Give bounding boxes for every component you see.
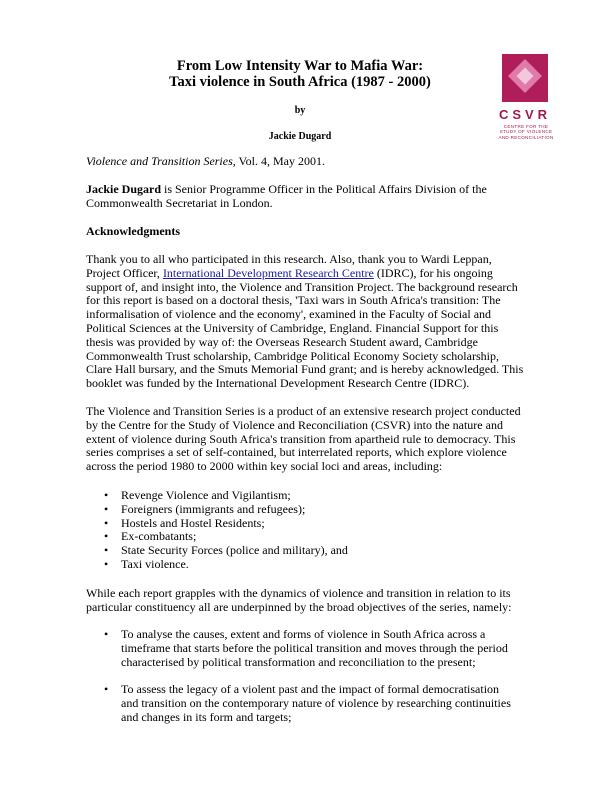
list-item-text: To analyse the causes, extent and forms of violence in South Africa across a timeframe that starts before the political transition and moves through the period characterised by political transformation and reconciliation to the present; [121, 627, 508, 669]
logo-subtitle-line-2: STUDY OF VIOLENCE [499, 129, 553, 135]
bullet-icon: • [104, 515, 109, 530]
list-item-text: Revenge Violence and Vigilantism; [121, 488, 291, 502]
bullet-icon: • [104, 501, 109, 516]
list-item [104, 558, 524, 572]
logo-subtitle-line-3: AND RECONCILIATION [498, 134, 554, 140]
logo-subtitle-line-1: CENTRE FOR THE [503, 124, 549, 129]
list-item [104, 503, 524, 517]
bullet-icon: • [104, 627, 109, 641]
bullet-icon: • [104, 488, 109, 502]
list-item-text: Hostels and Hostel Residents; [121, 515, 265, 530]
bio-name: Jackie Dugard [86, 182, 161, 196]
bullet-icon: • [104, 556, 109, 571]
bullet-icon: • [104, 682, 109, 697]
objectives-list [104, 628, 514, 725]
title-line-1: From Low Intensity War to Mafia War: [176, 58, 424, 74]
list-item [104, 683, 514, 724]
title-block [110, 58, 490, 90]
series-description: The Violence and Transition Series is a product of an extensive research project conducted by the Centre for the Study of Violence and Reconciliation (CSVR) into the nature and extent of violence during South Africa's transition from apartheid rule to democracy. This series comprises a set of self-contained, but interrelated reports, which explore violence across the period 1980 to 2000 within key social loci and areas, including: [86, 404, 521, 474]
list-item-text: Foreigners (immigrants and refugees); [121, 501, 306, 516]
objectives-intro: While each report grapples with the dynamics of violence and transition in relation to its particular constituency all are underpinned by the broad objectives of the series, namely: [86, 586, 512, 614]
logo-wordmark: CSVR [498, 107, 552, 122]
list-item [104, 517, 524, 531]
list-item-text: To assess the legacy of a violent past and the impact of formal democratisation and transition on the contemporary nature of violence by researching continuities and changes in its form and targets; [121, 682, 511, 724]
logo-subtitle [496, 124, 556, 140]
acknowledgments-heading: Acknowledgments [86, 224, 181, 238]
series-volume: , Vol. 4, May 2001. [232, 154, 325, 168]
list-item [104, 628, 514, 669]
list-item [104, 544, 524, 558]
author-name: Jackie Dugard [268, 131, 332, 142]
series-name: Violence and Transition Series [86, 154, 233, 168]
ack-text-after: (IDRC), for his ongoing support of, and insight into, the Violence and Transition Project. The background research for this report is based on a doctoral thesis, 'Taxi wars in South Africa's transition: The informalisation of violence and the economy', examined in the Faculty of Social and Political Sciences at the University of Cambridge, England. Financial Support for this thesis was provided by way of: the Overseas Research Student award, Cambridge Commonwealth Trust scholarship, Cambridge Political Economy Society scholarship, Clare Hall bursary, and the Smuts Memorial Fund grant; and is hereby acknowledged. This booklet was funded by the International Development Research Centre (IDRC). [86, 265, 524, 391]
series-line [86, 155, 526, 169]
csvr-logo [494, 52, 556, 144]
bio-text: is Senior Programme Officer in the Political Affairs Division of the Commonwealth Secretariat in London. [86, 182, 487, 210]
list-item-text: Taxi violence. [121, 556, 189, 571]
acknowledgments-paragraph [86, 253, 526, 391]
bullet-icon: • [104, 529, 109, 544]
by-label: by [294, 105, 306, 116]
author-bio [86, 183, 526, 211]
list-item-text: State Security Forces (police and military), and [121, 543, 348, 558]
list-item-text: Ex-combatants; [121, 529, 197, 544]
title-line-2: Taxi violence in South Africa (1987 - 2000) [169, 74, 431, 90]
idrc-link[interactable]: International Development Research Centre [162, 265, 374, 280]
ack-text-before: Thank you to all who participated in this research. Also, thank you to Wardi Leppan, Project Officer, [86, 252, 492, 280]
social-loci-list [104, 489, 524, 572]
logo-emblem [502, 54, 548, 102]
list-item [104, 530, 524, 544]
list-item [104, 489, 524, 503]
bullet-icon: • [104, 543, 109, 558]
